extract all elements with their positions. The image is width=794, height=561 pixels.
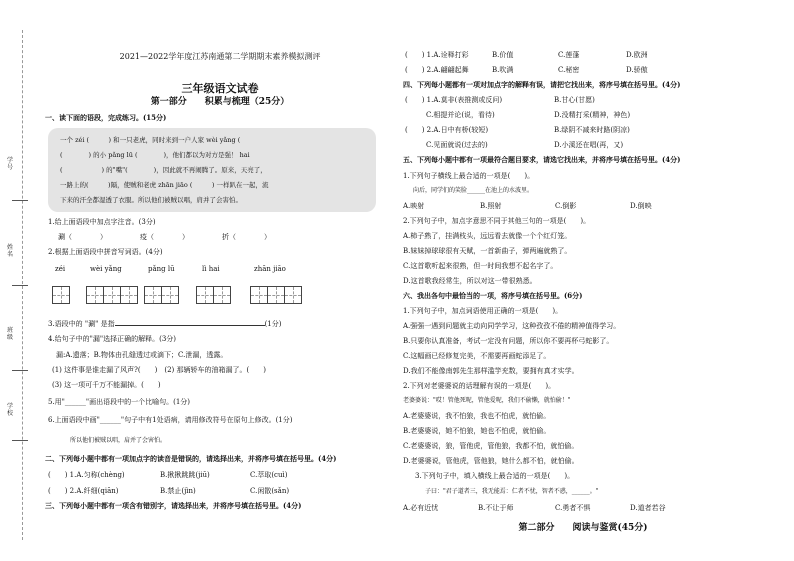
s5-q1-opt-c: C.倒影 bbox=[555, 202, 577, 210]
q4-items-1: (1) 这件事是谁走漏了风声?( ) (2) 那辆轿车的油箱漏了。( ) bbox=[52, 366, 266, 374]
writing-grid[interactable] bbox=[52, 286, 70, 304]
part2-title: 第二部分 阅读与鉴赏(45分) bbox=[518, 523, 648, 533]
s5-q2-opt-b: B.妹妹掉球球很有天赋，一首新曲子，弹两遍就熟了。 bbox=[403, 247, 572, 255]
s6-heading: 六、我出各句中最恰当的一项，将序号填在括号里。(6分) bbox=[403, 291, 583, 300]
q1-char-1[interactable]: 涮（ ） bbox=[58, 233, 107, 241]
pinyin-1: zéi bbox=[55, 265, 66, 273]
s3-heading: 三、下列每小题中都有一项含有错别字，请选择出来，并将序号填在括号里。(4分) bbox=[45, 501, 302, 510]
s6-q1-opt-d: D.我们不能像南郭先生那样滥竽充数，要拥有真才实学。 bbox=[403, 367, 579, 375]
s6-q3-sentence: 子曰："君子道者三，我无能焉：仁者不忧，智者不惑，______。" bbox=[425, 488, 599, 495]
s5-q2-opt-a: A.柿子熟了，挂满枝头，远远看去就像一个个红灯笼。 bbox=[403, 232, 572, 240]
part1-title: 第一部分 积累与梳理（25分） bbox=[150, 97, 290, 107]
q6-sentence: 所以他们被贼以唱，肩并了会害怕。 bbox=[70, 437, 167, 444]
q3-prompt: 3.语段中的 "涮" 是指 bbox=[48, 320, 115, 328]
s6-q3-opt-b: B.不让于师 bbox=[478, 504, 514, 512]
label-student-id: 学号 bbox=[6, 157, 13, 171]
pinyin-3: pǎng lū bbox=[148, 265, 175, 273]
q4-text: 4.给句子中的"漏"选择正确的解释。(3分) bbox=[48, 335, 177, 343]
s6-q1-opt-c: C.这幅画已经修复完美，不需要再画蛇添足了。 bbox=[403, 352, 551, 360]
s6-q2: 2.下列对老婆婆说的话理解有误的一项是( )。 bbox=[403, 382, 556, 390]
s4-row2-a: C.相提并论(说，看待) bbox=[426, 111, 495, 119]
s6-q2-sentence: 老婆婆说："哎！管他死呢，管他爱呢，我们不偷懒，就怕偷！" bbox=[403, 397, 571, 404]
q3-text bbox=[48, 320, 282, 329]
s2-row1-a: ( ) 1.A.匀称(chèng) bbox=[48, 471, 125, 479]
s5-q2-opt-c: C.这首歌听起来很熟，但一时间我想不起名字了。 bbox=[403, 262, 558, 270]
s1-heading: 一、读下面的语段，完成练习。(15分) bbox=[45, 113, 167, 122]
s6-q3-opt-a: A.必有近忧 bbox=[403, 504, 439, 512]
s4-row3-a: ( ) 2.A.日中有桥(较短) bbox=[405, 126, 489, 134]
s5-q2-opt-d: D.这首歌我经常生，所以对这一带很熟悉。 bbox=[403, 277, 537, 285]
label-name: 姓名 bbox=[6, 244, 13, 258]
passage-line-2: ( ) 的小 pǎng lū ( )，他们都以为对方是强！ hai bbox=[60, 151, 250, 159]
reading-passage-box bbox=[48, 128, 376, 212]
label-class: 班级 bbox=[6, 327, 13, 341]
pinyin-5: zhān jiāo bbox=[254, 265, 286, 273]
s5-q1-sentence: 向后，同学们的笑脸______在池上的水波里。 bbox=[413, 187, 534, 194]
pinyin-2: wèi yǎng bbox=[90, 265, 122, 273]
q5-text: 5.用"______"画出语段中的一个比喻句。(1分) bbox=[48, 398, 191, 406]
s3-row2-c: C.秘密 bbox=[558, 66, 580, 74]
s4-row4-a: C.见面就说(过去的) bbox=[426, 141, 488, 149]
s6-q2-opt-c: C.老婆婆说，狼，管他虎，管他狼，我都不怕，就怕偷。 bbox=[403, 442, 579, 450]
s5-q1-opt-b: B.照射 bbox=[480, 202, 502, 210]
q1-text: 1.给上面语段中加点字注音。(3分) bbox=[48, 218, 156, 226]
q4-items-2: (3) 这一项可千万不能漏掉。( ) bbox=[52, 381, 161, 389]
s4-row3-b: B.绿阴不减来时路(阴凉) bbox=[554, 126, 630, 134]
binding-margin bbox=[0, 0, 42, 561]
s4-row4-b: D.小溪还在唱(再，又) bbox=[554, 141, 624, 149]
writing-grid[interactable] bbox=[250, 286, 302, 304]
s3-row1-b: B.价值 bbox=[492, 51, 514, 59]
passage-line-1: 一个 zéi ( ) 和一只老虎，同时来到一户人家 wèi yǎng ( bbox=[60, 136, 241, 144]
passage-line-5: 下来的汗全都湿透了衣服。所以他们被贼以唱，肩并了会害怕。 bbox=[60, 196, 242, 204]
s6-q3: 3.下列句子中，填入横线上最合适的一项是( )。 bbox=[415, 472, 575, 480]
s4-row1-a: ( ) 1.A.莫非(表推测或反问) bbox=[405, 96, 503, 104]
s4-heading: 四、下列每小题都有一项对加点字的解释有误，请把它找出来，将序号填在括号里。(4分) bbox=[403, 80, 681, 89]
s6-q3-opt-c: C.勇者不惧 bbox=[555, 504, 591, 512]
writing-grid[interactable] bbox=[144, 286, 179, 304]
s6-q2-opt-a: A.老婆婆说，我不怕狼，我也不怕虎，就怕偷。 bbox=[403, 412, 551, 420]
s5-heading: 五、下列每小题中都有一项最符合题目要求，请选它找出来，并将序号填在括号里。(4分) bbox=[403, 155, 681, 164]
s3-row1-a: ( ) 1.A.诠释打彩 bbox=[405, 51, 469, 59]
s4-row1-b: B.甘心(甘愿) bbox=[554, 96, 595, 104]
s4-row2-b: D.没精打采(精神，神色) bbox=[554, 111, 631, 119]
s5-q2: 2.下列句子中，加点字意思不同于其他三句的一项是( )。 bbox=[403, 217, 591, 225]
q1-char-3[interactable]: 折（ ） bbox=[222, 233, 271, 241]
s2-row1-c: C.萃取(cuì) bbox=[250, 471, 288, 479]
q1-char-2[interactable]: 疫（ ） bbox=[140, 233, 189, 241]
s2-row2-c: C.闲散(sǎn) bbox=[250, 487, 290, 495]
s2-heading: 二、下列每小题中都有一项加点字的读音是错误的，请选择出来，并将序号填在括号里。(4分) bbox=[45, 454, 337, 463]
s2-row1-b: B.揪揪跳跳(jiū) bbox=[160, 471, 210, 479]
q3-answer-blank[interactable] bbox=[115, 325, 265, 326]
exam-title: 三年级语文试卷 bbox=[181, 82, 259, 95]
s5-q1-opt-d: D.倒映 bbox=[630, 202, 652, 210]
s6-q1: 1.下列句子中，加点词语使用正确的一项是( )。 bbox=[403, 307, 563, 315]
s6-q2-opt-d: D.老婆婆说，管他虎，管他狼，她什么都不怕，就怕偷。 bbox=[403, 457, 579, 465]
class-line bbox=[12, 370, 28, 371]
q3-score: (1分) bbox=[264, 320, 282, 328]
s6-q1-opt-a: A.强强一遇到问题就主动向同学学习，这种孜孜不倦的精神值得学习。 bbox=[403, 322, 621, 330]
s6-q3-opt-d: D.道者若谷 bbox=[630, 504, 666, 512]
label-school: 学校 bbox=[6, 403, 13, 417]
pinyin-4: lì hai bbox=[202, 265, 220, 273]
s2-row2-a: ( ) 2.A.纤细(qiān) bbox=[48, 487, 119, 495]
s6-q2-opt-b: B.老婆婆说，她不怕狼，她也不怕虎，就怕偷。 bbox=[403, 427, 551, 435]
writing-grid[interactable] bbox=[196, 286, 231, 304]
s3-row2-b: B.吹满 bbox=[492, 66, 514, 74]
name-line bbox=[12, 285, 28, 286]
s3-row2-d: D.骄傲 bbox=[626, 66, 648, 74]
s2-row2-b: B.禁止(jìn) bbox=[160, 487, 196, 495]
q6-text: 6.上面语段中画"______"句子中有1处语病，请用修改符号在原句上修改。(1分) bbox=[48, 416, 293, 424]
passage-line-3: ( ) 的"嘴"( )，因此就不再闹腾了。原来，天亮了， bbox=[60, 166, 267, 174]
passage-line-4: 一路上的( )隔，使贼和老虎 zhān jiāo ( ) 一样趴在一起，流 bbox=[60, 181, 269, 189]
writing-grid[interactable] bbox=[86, 286, 138, 304]
s3-row1-d: D.欧洲 bbox=[626, 51, 648, 59]
student-id-line bbox=[12, 200, 28, 201]
s3-row2-a: ( ) 2.A.翩翩起舞 bbox=[405, 66, 469, 74]
school-line bbox=[12, 440, 28, 441]
q2-text: 2.根据上面语段中拼音写词语。(4分) bbox=[48, 248, 163, 256]
s6-q1-opt-b: B.只要你认真准备，考试一定没有问题，所以你不要再杯弓蛇影了。 bbox=[403, 337, 614, 345]
s5-q1-opt-a: A.映射 bbox=[403, 202, 425, 210]
s5-q1: 1.下列句子横线上最合适的一项是( )。 bbox=[403, 172, 535, 180]
s3-row1-c: C.莲蓬 bbox=[558, 51, 580, 59]
q4-definitions: 漏:A.遗落；B.物体由孔缝透过或滴下；C.泄漏，透露。 bbox=[56, 351, 228, 359]
school-term: 2021—2022学年度江苏南通第二学期期末素养模拟测评 bbox=[119, 52, 321, 61]
